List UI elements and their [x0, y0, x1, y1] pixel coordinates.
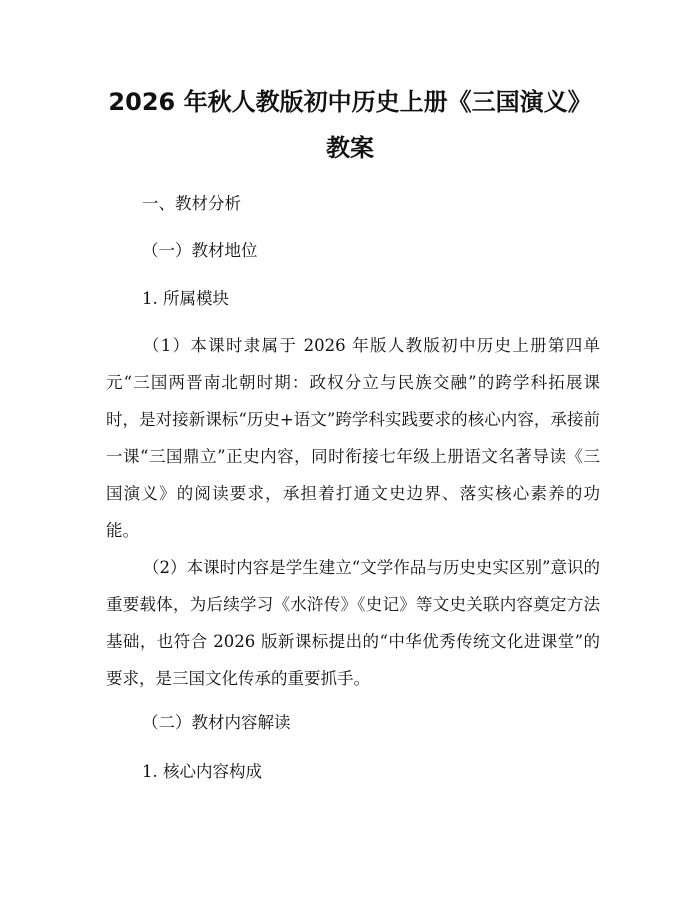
subsection-heading-content-interpretation: （二）教材内容解读: [142, 713, 291, 732]
item-heading-core-content: 1. 核心内容构成: [142, 762, 262, 781]
paragraph-2: （2）本课时内容是学生建立“文学作品与历史史实区别”意识的重要载体，为后续学习《水浒传》《史记》等文史关联内容奠定方法基础，也符合 2026 版新课标提出的“中华优秀传统文化进课堂”的要求，是三国文化传承的重要抓手。: [106, 558, 600, 688]
subsection-heading-textbook-position: （一）教材地位: [142, 241, 258, 260]
section-heading-textbook-analysis: 一、教材分析: [142, 194, 241, 213]
document-title-line-1: 2026 年秋人教版初中历史上册《三国演义》: [108, 88, 592, 116]
paragraph-1: （1）本课时隶属于 2026 年版人教版初中历史上册第四单元“三国两晋南北朝时期：政权分立与民族交融”的跨学科拓展课时，是对接新课标“历史+语文”跨学科实践要求的核心内容，承接前一课“三国鼎立”正史内容，同时衔接七年级上册语文名著导读《三国演义》的阅读要求，承担着打通文史边界、落实核心素养的功能。: [106, 336, 600, 540]
document-title-line-2: 教案: [326, 134, 374, 162]
item-heading-module: 1. 所属模块: [142, 289, 229, 308]
